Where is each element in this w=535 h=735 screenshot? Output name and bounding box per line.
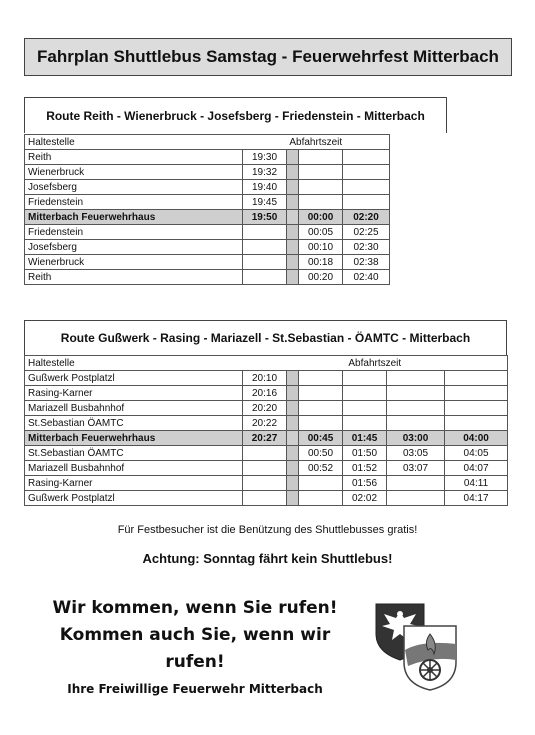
column-separator [287,491,299,506]
departure-time: 00:45 [299,431,343,446]
departure-time [445,371,508,386]
departure-time [343,180,390,195]
departure-time: 04:17 [445,491,508,506]
stop-name: Josefsberg [25,240,243,255]
departure-time: 20:10 [243,371,287,386]
route1-rows [25,135,390,285]
departure-time [299,180,343,195]
departure-time: 00:52 [299,461,343,476]
column-separator [287,195,299,210]
departure-time: 19:32 [243,165,287,180]
departure-time: 03:07 [387,461,445,476]
stop-name: Reith [25,270,243,285]
departure-time [243,270,287,285]
departure-time: 04:00 [445,431,508,446]
departure-time [299,371,343,386]
table-row [25,491,508,506]
table-row [25,270,390,285]
slogan-line-2: Kommen auch Sie, wenn wir [59,625,331,645]
departure-time [387,371,445,386]
departure-time: 19:50 [243,210,287,225]
stop-name: Gußwerk Postplatzl [25,491,243,506]
column-separator [287,210,299,225]
departure-time [299,416,343,431]
departure-time [387,491,445,506]
departure-time: 00:05 [299,225,343,240]
slogan-line-3: rufen! [165,652,225,672]
column-separator [287,386,299,401]
table-row [25,401,508,416]
page-title: Fahrplan Shuttlebus Samstag - Feuerwehrfest Mitterbach [24,38,512,76]
departure-time: 01:56 [343,476,387,491]
departure-time: 20:20 [243,401,287,416]
column-separator [287,461,299,476]
departure-time: 02:02 [343,491,387,506]
departure-time: 04:11 [445,476,508,491]
departure-time [299,401,343,416]
departure-time [299,195,343,210]
departure-time: 02:25 [343,225,390,240]
stop-name: Mitterbach Feuerwehrhaus [25,431,243,446]
header-time: Abfahrtszeit [243,135,390,150]
departure-time [387,476,445,491]
departure-time: 19:40 [243,180,287,195]
departure-time [299,150,343,165]
table-row [25,210,390,225]
table-row [25,240,390,255]
departure-time [343,371,387,386]
departure-time [445,386,508,401]
departure-time [343,150,390,165]
departure-time [299,165,343,180]
departure-time: 00:00 [299,210,343,225]
header-stop: Haltestelle [25,135,243,150]
column-separator [287,180,299,195]
departure-time: 01:45 [343,431,387,446]
departure-time [243,446,287,461]
departure-time [243,240,287,255]
departure-time [243,491,287,506]
departure-time [343,165,390,180]
column-separator [287,255,299,270]
departure-time: 20:22 [243,416,287,431]
departure-time [445,416,508,431]
departure-time: 02:20 [343,210,390,225]
stop-name: Mariazell Busbahnhof [25,461,243,476]
note-sunday: Achtung: Sonntag fährt kein Shuttlebus! [142,551,393,566]
stop-name: Friedenstein [25,225,243,240]
column-separator [287,240,299,255]
stop-name: Mariazell Busbahnhof [25,401,243,416]
departure-time: 00:10 [299,240,343,255]
departure-time: 02:30 [343,240,390,255]
stop-name: Gußwerk Postplatzl [25,371,243,386]
departure-time [387,416,445,431]
column-separator [287,371,299,386]
column-separator [287,416,299,431]
departure-time: 01:50 [343,446,387,461]
departure-time: 00:50 [299,446,343,461]
table-row [25,255,390,270]
column-separator [287,401,299,416]
table-header-row [25,135,390,150]
departure-time [299,491,343,506]
departure-time [343,386,387,401]
column-separator [287,225,299,240]
departure-time [243,225,287,240]
departure-time: 00:18 [299,255,343,270]
note-free: Für Festbesucher ist die Benützung des Shuttlebusses gratis! [117,524,418,536]
column-separator [287,446,299,461]
column-separator [287,476,299,491]
table-row [25,180,390,195]
departure-time [299,476,343,491]
table-row [25,476,508,491]
departure-time: 03:05 [387,446,445,461]
slogan-line-1: Wir kommen, wenn Sie rufen! [52,598,338,618]
table-row [25,446,508,461]
departure-time: 19:30 [243,150,287,165]
departure-time: 01:52 [343,461,387,476]
stop-name: Josefsberg [25,180,243,195]
column-separator [287,431,299,446]
departure-time [387,386,445,401]
route2-rows [25,356,508,506]
departure-time: 04:05 [445,446,508,461]
departure-time [343,416,387,431]
departure-time [343,195,390,210]
table-row [25,386,508,401]
departure-time [445,401,508,416]
stop-name: Friedenstein [25,195,243,210]
table-header-row [25,356,508,371]
column-separator [287,165,299,180]
header-stop: Haltestelle [25,356,243,371]
departure-time: 03:00 [387,431,445,446]
fire-brigade-coat-of-arms-icon [372,600,462,692]
header-time: Abfahrtszeit [243,356,508,371]
table-row [25,195,390,210]
column-separator [287,270,299,285]
departure-time: 02:40 [343,270,390,285]
route2-title: Route Gußwerk - Rasing - Mariazell - St.Sebastian - ÖAMTC - Mitterbach [24,320,507,355]
table-row [25,461,508,476]
table-row [25,225,390,240]
departure-time [343,401,387,416]
table-row [25,150,390,165]
departure-time [387,401,445,416]
table-row [25,416,508,431]
route1-timetable [24,134,390,285]
departure-time [243,255,287,270]
route1-title: Route Reith - Wienerbruck - Josefsberg - Friedenstein - Mitterbach [24,97,447,133]
stop-name: Rasing-Karner [25,386,243,401]
stop-name: St.Sebastian ÖAMTC [25,446,243,461]
stop-name: Wienerbruck [25,255,243,270]
table-row [25,431,508,446]
departure-time [243,461,287,476]
departure-time: 20:16 [243,386,287,401]
departure-time: 02:38 [343,255,390,270]
departure-time: 04:07 [445,461,508,476]
departure-time: 00:20 [299,270,343,285]
stop-name: Mitterbach Feuerwehrhaus [25,210,243,225]
departure-time: 19:45 [243,195,287,210]
table-row [25,165,390,180]
departure-time: 20:27 [243,431,287,446]
departure-time [299,386,343,401]
column-separator [287,150,299,165]
table-row [25,371,508,386]
stop-name: Wienerbruck [25,165,243,180]
signature: Ihre Freiwillige Feuerwehr Mitterbach [67,682,323,696]
stop-name: Rasing-Karner [25,476,243,491]
route2-timetable [24,355,508,506]
stop-name: Reith [25,150,243,165]
departure-time [243,476,287,491]
stop-name: St.Sebastian ÖAMTC [25,416,243,431]
